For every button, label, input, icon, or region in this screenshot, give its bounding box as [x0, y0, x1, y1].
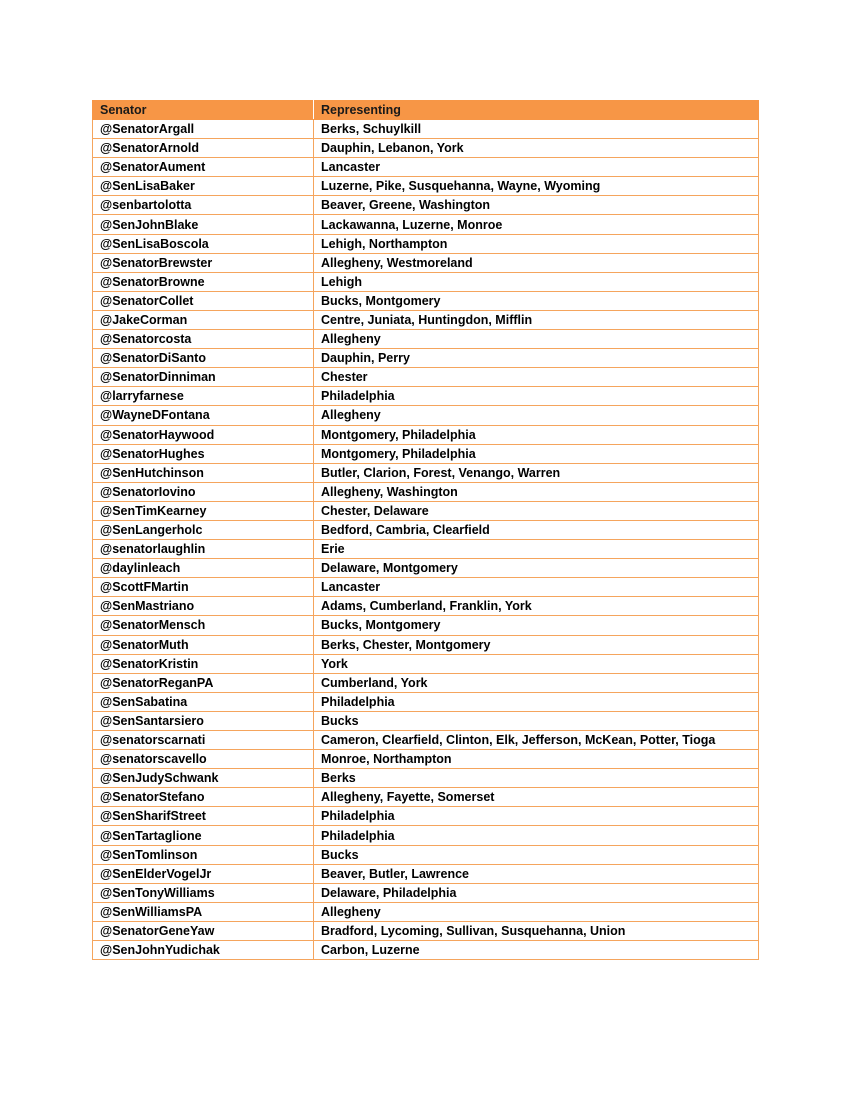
senator-handle-cell: @SenElderVogelJr	[93, 864, 314, 883]
senator-handle-cell: @SenWilliamsPA	[93, 902, 314, 921]
representing-counties-cell: Bradford, Lycoming, Sullivan, Susquehanna, Union	[314, 921, 759, 940]
representing-counties-cell: Berks	[314, 769, 759, 788]
senator-handle-cell: @SenJohnBlake	[93, 215, 314, 234]
table-row	[93, 826, 759, 845]
representing-counties-cell: Bucks, Montgomery	[314, 291, 759, 310]
senator-handle-cell: @SenatorHughes	[93, 444, 314, 463]
senator-handle-cell: @SenJudySchwank	[93, 769, 314, 788]
table-row	[93, 310, 759, 329]
senator-handle-cell: @senatorscavello	[93, 750, 314, 769]
table-row	[93, 750, 759, 769]
column-header-senator: Senator	[93, 101, 314, 120]
table-row	[93, 501, 759, 520]
table-row	[93, 253, 759, 272]
senator-handle-cell: @JakeCorman	[93, 310, 314, 329]
representing-counties-cell: Delaware, Philadelphia	[314, 883, 759, 902]
representing-counties-cell: Philadelphia	[314, 826, 759, 845]
table-row	[93, 807, 759, 826]
senator-handle-cell: @SenatorBrowne	[93, 272, 314, 291]
senator-handle-cell: @SenatorArgall	[93, 120, 314, 139]
representing-counties-cell: Beaver, Greene, Washington	[314, 196, 759, 215]
senator-handle-cell: @Senatorcosta	[93, 330, 314, 349]
representing-counties-cell: Bucks	[314, 845, 759, 864]
representing-counties-cell: Cumberland, York	[314, 673, 759, 692]
table-row	[93, 291, 759, 310]
representing-counties-cell: Butler, Clarion, Forest, Venango, Warren	[314, 463, 759, 482]
table-row	[93, 864, 759, 883]
table-row	[93, 406, 759, 425]
senator-handle-cell: @senbartolotta	[93, 196, 314, 215]
table-row	[93, 330, 759, 349]
senator-handle-cell: @SenJohnYudichak	[93, 941, 314, 960]
table-row	[93, 368, 759, 387]
senator-handle-cell: @SenSharifStreet	[93, 807, 314, 826]
table-row	[93, 234, 759, 253]
table-row	[93, 120, 759, 139]
representing-counties-cell: Montgomery, Philadelphia	[314, 425, 759, 444]
senator-handle-cell: @SenSabatina	[93, 692, 314, 711]
senator-handle-cell: @SenatorCollet	[93, 291, 314, 310]
senator-handle-cell: @SenLangerholc	[93, 520, 314, 539]
table-row	[93, 635, 759, 654]
senator-handle-cell: @SenTartaglione	[93, 826, 314, 845]
table-row	[93, 692, 759, 711]
representing-counties-cell: Delaware, Montgomery	[314, 559, 759, 578]
representing-counties-cell: Lancaster	[314, 158, 759, 177]
table-row	[93, 616, 759, 635]
table-row	[93, 559, 759, 578]
representing-counties-cell: Allegheny, Washington	[314, 482, 759, 501]
table-row	[93, 540, 759, 559]
table-row	[93, 158, 759, 177]
table-row	[93, 941, 759, 960]
table-row	[93, 425, 759, 444]
table-row	[93, 654, 759, 673]
senator-handle-cell: @SenatorArnold	[93, 139, 314, 158]
senator-handle-cell: @SenTonyWilliams	[93, 883, 314, 902]
representing-counties-cell: Lehigh, Northampton	[314, 234, 759, 253]
senator-handle-cell: @SenatorDinniman	[93, 368, 314, 387]
senator-table	[92, 100, 759, 960]
table-row	[93, 673, 759, 692]
representing-counties-cell: Lackawanna, Luzerne, Monroe	[314, 215, 759, 234]
table-row	[93, 272, 759, 291]
senator-handle-cell: @WayneDFontana	[93, 406, 314, 425]
representing-counties-cell: Allegheny, Fayette, Somerset	[314, 788, 759, 807]
table-row	[93, 578, 759, 597]
senator-handle-cell: @senatorlaughlin	[93, 540, 314, 559]
senator-handle-cell: @SenLisaBaker	[93, 177, 314, 196]
column-header-representing: Representing	[314, 101, 759, 120]
senator-handle-cell: @SenLisaBoscola	[93, 234, 314, 253]
senator-handle-cell: @daylinleach	[93, 559, 314, 578]
representing-counties-cell: Carbon, Luzerne	[314, 941, 759, 960]
representing-counties-cell: Erie	[314, 540, 759, 559]
table-row	[93, 444, 759, 463]
table-row	[93, 921, 759, 940]
senator-handle-cell: @larryfarnese	[93, 387, 314, 406]
representing-counties-cell: Cameron, Clearfield, Clinton, Elk, Jefferson, McKean, Potter, Tioga	[314, 731, 759, 750]
representing-counties-cell: Beaver, Butler, Lawrence	[314, 864, 759, 883]
table-row	[93, 883, 759, 902]
senator-handle-cell: @SenatorBrewster	[93, 253, 314, 272]
table-row	[93, 463, 759, 482]
senator-handle-cell: @SenatorMuth	[93, 635, 314, 654]
representing-counties-cell: Bedford, Cambria, Clearfield	[314, 520, 759, 539]
senator-handle-cell: @SenHutchinson	[93, 463, 314, 482]
representing-counties-cell: Philadelphia	[314, 692, 759, 711]
representing-counties-cell: Philadelphia	[314, 807, 759, 826]
representing-counties-cell: Allegheny	[314, 406, 759, 425]
table-row	[93, 902, 759, 921]
senator-handle-cell: @ScottFMartin	[93, 578, 314, 597]
representing-counties-cell: Bucks	[314, 711, 759, 730]
table-row	[93, 731, 759, 750]
senator-handle-cell: @SenMastriano	[93, 597, 314, 616]
representing-counties-cell: Allegheny, Westmoreland	[314, 253, 759, 272]
representing-counties-cell: Allegheny	[314, 902, 759, 921]
senator-handle-cell: @SenatorReganPA	[93, 673, 314, 692]
senator-table-header	[93, 101, 759, 120]
senator-table-body	[93, 120, 759, 960]
table-row	[93, 215, 759, 234]
senator-handle-cell: @SenatorIovino	[93, 482, 314, 501]
table-row	[93, 520, 759, 539]
table-row	[93, 349, 759, 368]
representing-counties-cell: Chester, Delaware	[314, 501, 759, 520]
representing-counties-cell: Berks, Schuylkill	[314, 120, 759, 139]
representing-counties-cell: Monroe, Northampton	[314, 750, 759, 769]
table-row	[93, 177, 759, 196]
table-row	[93, 788, 759, 807]
representing-counties-cell: York	[314, 654, 759, 673]
representing-counties-cell: Luzerne, Pike, Susquehanna, Wayne, Wyoming	[314, 177, 759, 196]
representing-counties-cell: Lehigh	[314, 272, 759, 291]
representing-counties-cell: Bucks, Montgomery	[314, 616, 759, 635]
senator-handle-cell: @SenatorMensch	[93, 616, 314, 635]
representing-counties-cell: Philadelphia	[314, 387, 759, 406]
header-row	[93, 101, 759, 120]
table-row	[93, 139, 759, 158]
representing-counties-cell: Montgomery, Philadelphia	[314, 444, 759, 463]
representing-counties-cell: Dauphin, Lebanon, York	[314, 139, 759, 158]
representing-counties-cell: Berks, Chester, Montgomery	[314, 635, 759, 654]
senator-handle-cell: @SenatorHaywood	[93, 425, 314, 444]
senator-handle-cell: @SenatorKristin	[93, 654, 314, 673]
table-row	[93, 711, 759, 730]
representing-counties-cell: Allegheny	[314, 330, 759, 349]
senator-handle-cell: @SenatorStefano	[93, 788, 314, 807]
representing-counties-cell: Lancaster	[314, 578, 759, 597]
table-row	[93, 387, 759, 406]
representing-counties-cell: Centre, Juniata, Huntingdon, Mifflin	[314, 310, 759, 329]
senator-handle-cell: @SenatorGeneYaw	[93, 921, 314, 940]
table-row	[93, 845, 759, 864]
senator-handle-cell: @SenTimKearney	[93, 501, 314, 520]
table-row	[93, 597, 759, 616]
representing-counties-cell: Dauphin, Perry	[314, 349, 759, 368]
senator-handle-cell: @senatorscarnati	[93, 731, 314, 750]
senator-handle-cell: @SenatorAument	[93, 158, 314, 177]
senator-handle-cell: @SenatorDiSanto	[93, 349, 314, 368]
table-row	[93, 196, 759, 215]
senator-handle-cell: @SenSantarsiero	[93, 711, 314, 730]
representing-counties-cell: Adams, Cumberland, Franklin, York	[314, 597, 759, 616]
senator-handle-cell: @SenTomlinson	[93, 845, 314, 864]
table-row	[93, 769, 759, 788]
table-row	[93, 482, 759, 501]
representing-counties-cell: Chester	[314, 368, 759, 387]
